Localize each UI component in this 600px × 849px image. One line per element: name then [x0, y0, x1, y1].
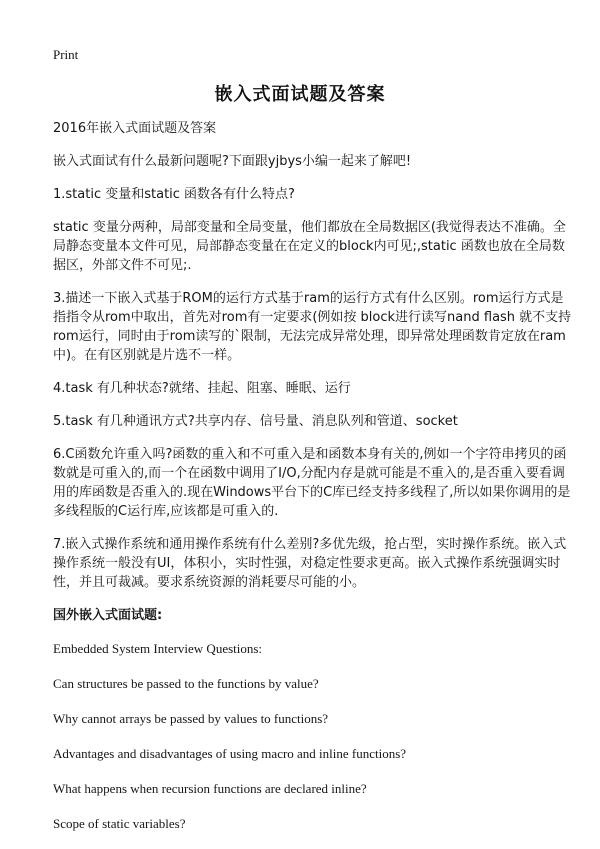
paragraph-subtitle: 2016年嵌入式面试题及答案	[53, 121, 217, 136]
document-body	[53, 119, 575, 849]
paragraph-a1: static 变量分两种，局部变量和全局变量，他们都放在全局数据区(我觉得表达不准确。全局静态变量本文件可见，局部静态变量在在定义的block内可见;,static 函数也放在全局数据区，外部文件不可见;.	[53, 220, 566, 273]
paragraph-q1: 1.static 变量和static 函数各有什么特点?	[53, 187, 295, 202]
paragraph-q5: 5.task 有几种通讯方式?共享内存、信号量、消息队列和管道、socket	[53, 414, 458, 429]
foreign-section-heading: 国外嵌入式面试题:	[53, 608, 163, 623]
foreign-question: Embedded System Interview Questions:	[53, 641, 263, 656]
paragraph-intro: 嵌入式面试有什么最新问题呢?下面跟yjbys小编一起来了解吧!	[53, 154, 412, 169]
foreign-question: Advantages and disadvantages of using macro and inline functions?	[53, 746, 407, 761]
document-title: 嵌入式面试题及答案	[214, 84, 386, 105]
paragraph-q3: 3.描述一下嵌入式基于ROM的运行方式基于ram的运行方式有什么区别。rom运行方式是指指令从rom中取出，首先对rom有一定要求(例如按 block进行读写nand flash 就不支持rom运行，同时由于rom读写的`限制，无法完成异常处理，即异常处理函数肯定放在ram中)。在有区别就是片选不一样。	[53, 291, 572, 363]
paragraph-q6: 6.C函数允许重入吗?函数的重入和不可重入是和函数本身有关的,例如一个字符串拷贝的函数就是可重入的,而一个在函数中调用了I/O,分配内存是就可能是不重入的,是否重入要看调用的库函数是否重入的.现在Windows平台下的C库已经支持多线程了,所以如果你调用的是多线程版的C运行库,应该都是可重入的.	[53, 447, 571, 519]
foreign-question: Why cannot arrays be passed by values to functions?	[53, 711, 329, 726]
foreign-question: What happens when recursion functions are declared inline?	[53, 781, 367, 796]
paragraph-q4: 4.task 有几种状态?就绪、挂起、阻塞、睡眠、运行	[53, 381, 351, 396]
foreign-question: Scope of static variables?	[53, 816, 186, 831]
paragraph-q7: 7.嵌入式操作系统和通用操作系统有什么差别?多优先级，抢占型，实时操作系统。嵌入式操作系统一般没有UI，体积小，实时性强，对稳定性要求更高。嵌入式操作系统强调实时性，并且可裁减。要求系统资源的消耗要尽可能的小。	[53, 537, 567, 590]
foreign-question: Can structures be passed to the functions by value?	[53, 676, 319, 691]
print-label: Print	[53, 47, 79, 62]
